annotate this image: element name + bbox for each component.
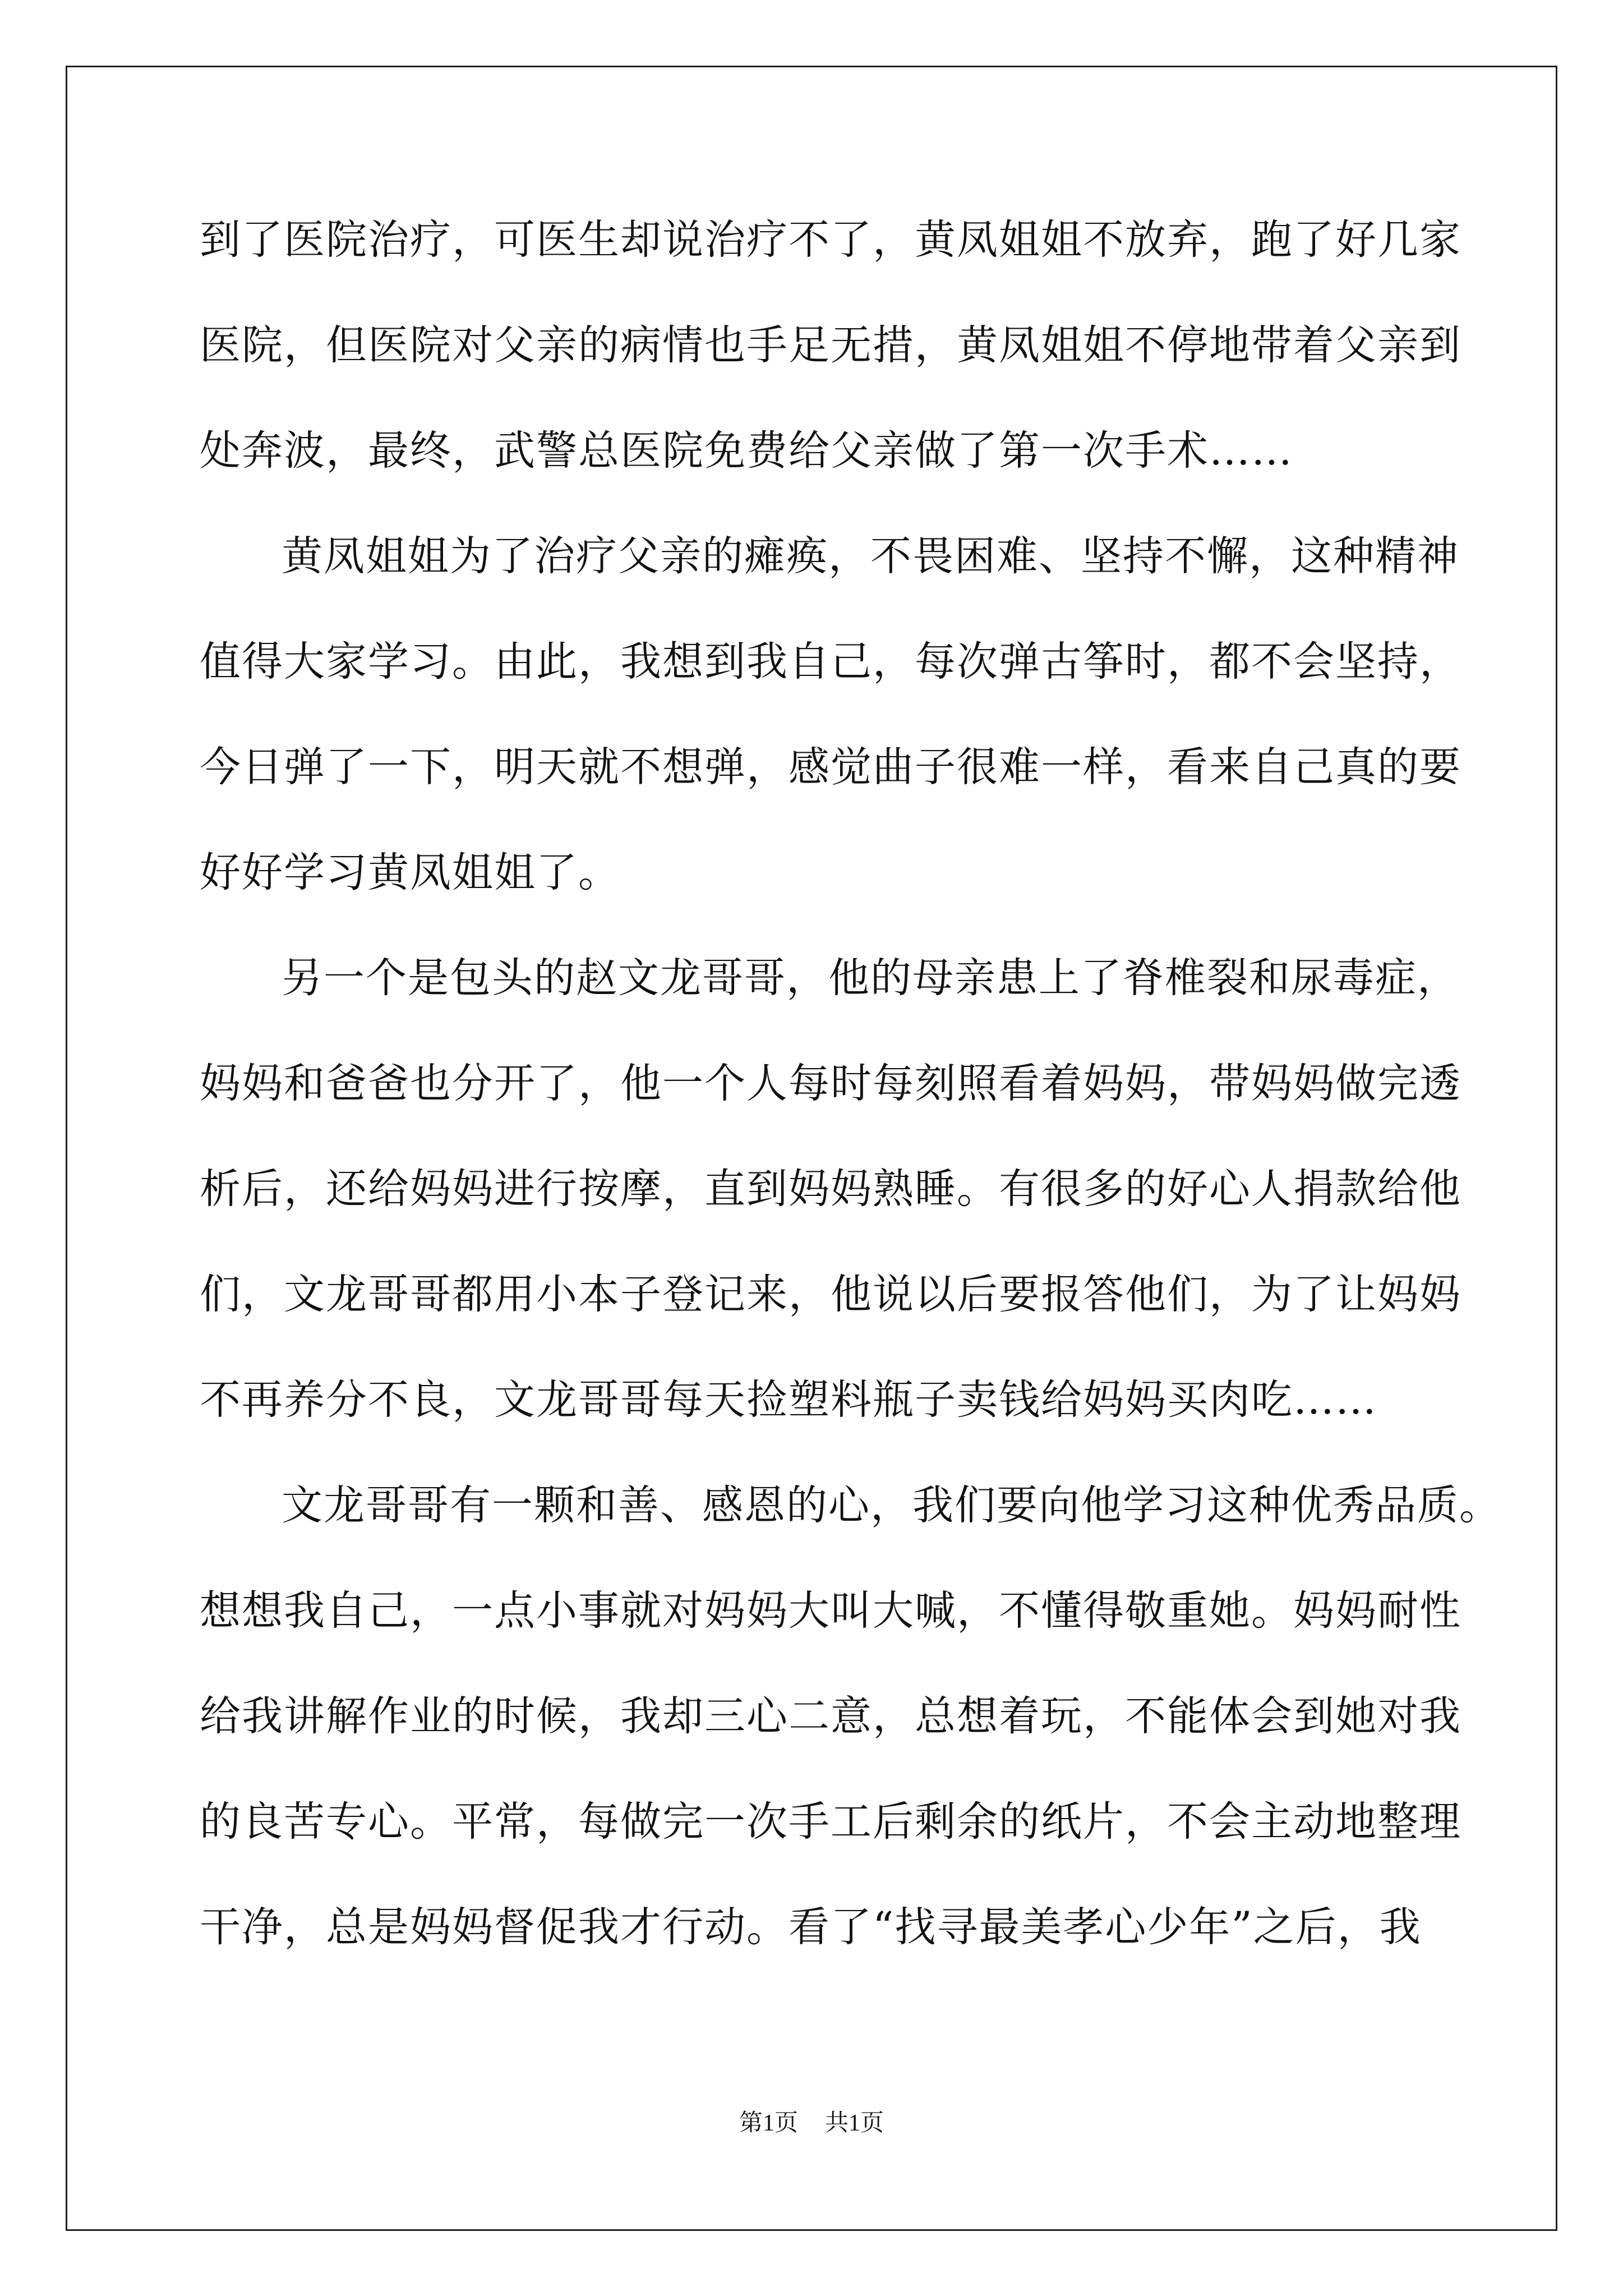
text-line: 处奔波，最终，武警总医院免费给父亲做了第一次手术…… <box>200 427 1293 475</box>
text-line: 妈妈和爸爸也分开了，他一个人每时每刻照看着妈妈，带妈妈做完透 <box>200 1060 1461 1107</box>
text-line: 的良苦专心。平常，每做完一次手工后剩余的纸片，不会主动地整理 <box>200 1798 1461 1846</box>
text-line: 不再养分不良，文龙哥哥每天捡塑料瓶子卖钱给妈妈买肉吃…… <box>200 1376 1377 1424</box>
text-line: 值得大家学习。由此，我想到我自己，每次弹古筝时，都不会坚持， <box>200 638 1461 685</box>
paragraph-first-line: 文龙哥哥有一颗和善、感恩的心，我们要向他学习这种优秀品质。 <box>282 1481 1501 1529</box>
text-line: 今日弹了一下，明天就不想弹，感觉曲子很难一样，看来自己真的要 <box>200 743 1461 791</box>
paragraph-first-line: 黄凤姐姐为了治疗父亲的瘫痪，不畏困难、坚持不懈，这种精神 <box>282 532 1459 580</box>
paragraph-first-line: 另一个是包头的赵文龙哥哥，他的母亲患上了脊椎裂和尿毒症， <box>282 954 1459 1002</box>
page-number-current: 第1页 <box>739 2110 798 2136</box>
text-line: 好好学习黄凤姐姐了。 <box>200 849 620 896</box>
text-line: 想想我自己，一点小事就对妈妈大叫大喊，不懂得敬重她。妈妈耐性 <box>200 1587 1461 1635</box>
page-number-total: 共1页 <box>825 2110 884 2136</box>
text-line: 医院，但医院对父亲的病情也手足无措，黄凤姐姐不停地带着父亲到 <box>200 321 1461 369</box>
text-line: 们，文龙哥哥都用小本子登记来，他说以后要报答他们，为了让妈妈 <box>200 1271 1461 1318</box>
text-line: 干净，总是妈妈督促我才行动。看了“找寻最美孝心少年”之后，我 <box>200 1903 1422 1951</box>
text-line: 到了医院治疗，可医生却说治疗不了，黄凤姐姐不放弃，跑了好几家 <box>200 216 1461 264</box>
text-line: 析后，还给妈妈进行按摩，直到妈妈熟睡。有很多的好心人捐款给他 <box>200 1165 1461 1213</box>
page-footer <box>0 2109 1623 2137</box>
text-line: 给我讲解作业的时候，我却三心二意，总想着玩，不能体会到她对我 <box>200 1692 1461 1740</box>
